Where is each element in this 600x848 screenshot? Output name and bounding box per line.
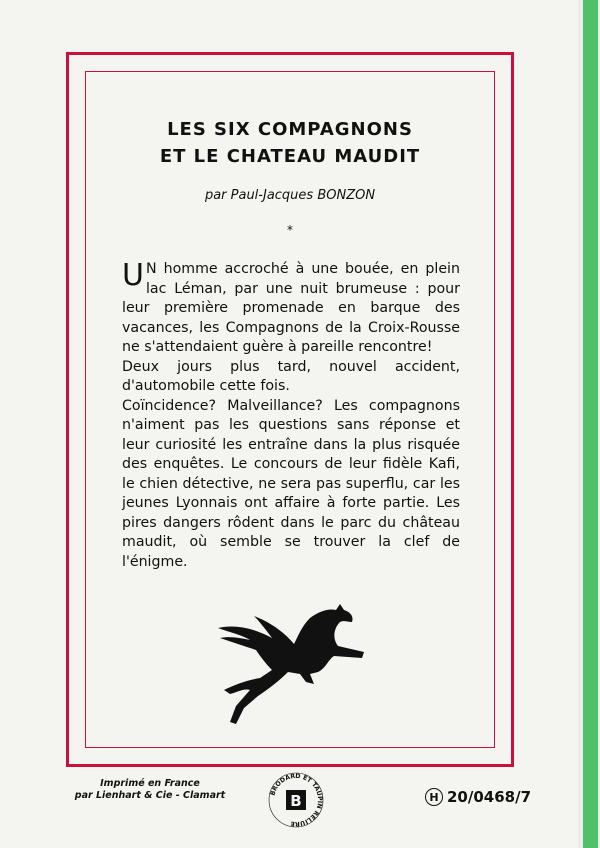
spine-edge: [578, 0, 600, 848]
blurb-p1-text: N homme accroché à une bouée, en plein lac Léman, par une nuit brumeuse : pour leur première promenade en barque des vacances, les Compagnons de la Croix-Rousse ne s'attendaient guère à pareille rencontre!: [122, 261, 460, 355]
printer-imprint: [55, 778, 245, 802]
drop-cap: U: [122, 258, 144, 293]
binder-seal: [266, 770, 326, 830]
separator-star: *: [287, 223, 293, 237]
edition-code: 20/0468/7: [447, 788, 532, 806]
pegasus-logo: [214, 598, 366, 726]
blurb-paragraph-3: Coïncidence? Malveillance? Les compagnons n'aiment pas les questions sans réponse et leur curiosité les entraîne dans la plus risquée des enquêtes. Le concours de leur fidèle Kafi, le chien détective, ne sera pas superflu, car les jeunes Lyonnais ont affaire à forte partie. Les pires dangers rôdent dans le parc du château maudit, où semble se trouver la clef de l'énigme.: [122, 397, 460, 570]
blurb-text: [122, 260, 460, 572]
binder-seal-text: BRODARD ET TAUPIN RELIURE: [269, 772, 324, 828]
binder-letter: B: [290, 792, 302, 810]
h-circle-icon: H: [425, 788, 443, 806]
blurb-paragraph-1: [122, 260, 460, 358]
edition-code-block: [425, 788, 531, 806]
spine-green-stripe: [583, 0, 598, 848]
printer-line1: Imprimé en France: [100, 778, 200, 789]
blurb-paragraph-2: Deux jours plus tard, nouvel accident, d'automobile cette fois.: [122, 358, 460, 394]
printer-line2: par Lienhart & Cie - Clamart: [74, 790, 226, 801]
book-title-line2: ET LE CHATEAU MAUDIT: [159, 146, 421, 167]
author-line: par Paul-Jacques BONZON: [204, 188, 376, 203]
book-title-line1: LES SIX COMPAGNONS: [167, 119, 413, 140]
